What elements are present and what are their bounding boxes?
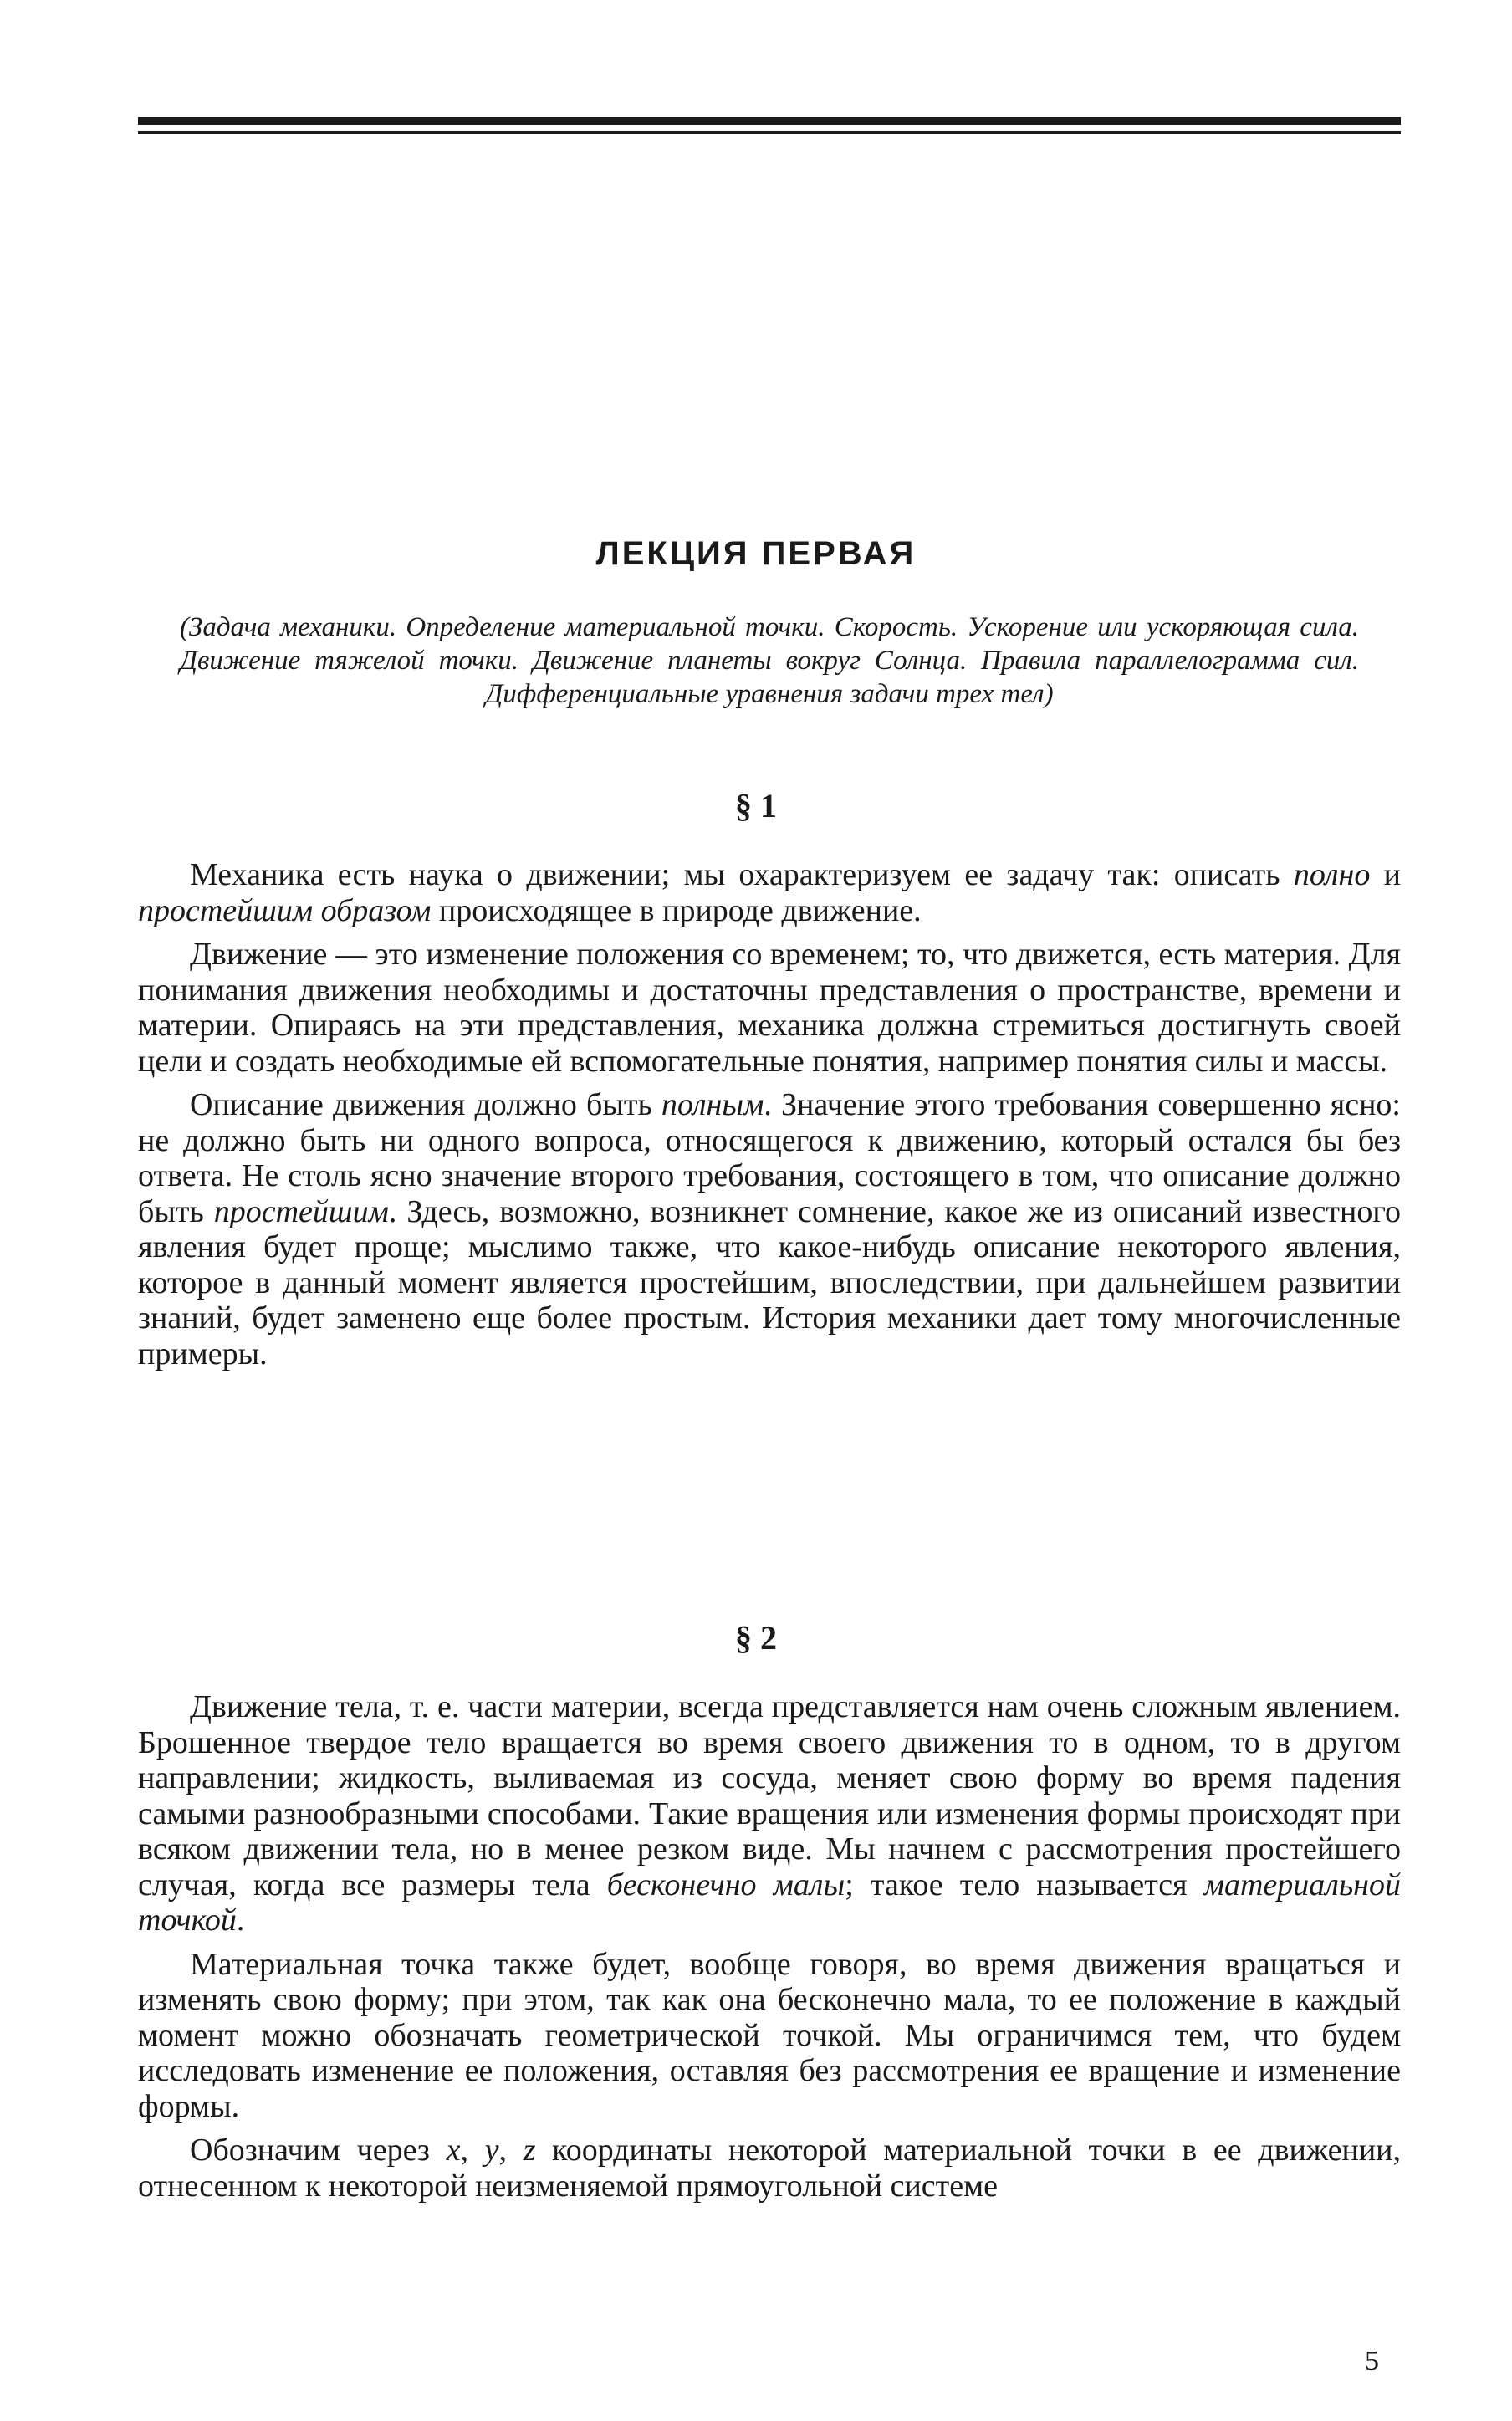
section-1-heading: § 1 bbox=[735, 787, 777, 825]
math-variable: y bbox=[484, 2132, 499, 2168]
math-variable: z bbox=[523, 2132, 536, 2168]
page-number: 5 bbox=[1365, 2346, 1379, 2377]
section-2-body bbox=[138, 1689, 1401, 2212]
section-2-paragraph-3: Обозначим через x, y, z координаты некоторой материальной точки в ее движении, отнесенном к некоторой неизменяемой прямоугольной системе bbox=[138, 2132, 1402, 2204]
header-rule-thin bbox=[138, 131, 1401, 134]
section-1-paragraph-3: Описание движения должно быть полным. Значение этого требования совершенно ясно: не должно быть ни одного вопроса, относящегося к движению, который остался бы без ответа. Не столь ясно значение второго требования, состоящего в том, что описание должно быть простейшим. Здесь, возможно, возникнет сомнение, какое же из описаний известного явления будет проще; мыслимо также, что какое-нибудь описание некоторого явления, которое в данный момент является простейшим, впоследствии, при дальнейшем развитии знаний, будет заменено еще более простым. История механики дает тому многочисленные примеры. bbox=[138, 1087, 1401, 1371]
section-1-paragraph-2: Движение — это изменение положения со временем; то, что движется, есть материя. Для понимания движения необходимы и достаточны представления о пространстве, времени и материи. Опираясь на эти представления, механика должна стремиться достигнуть своей цели и создать необходимые ей вспомогательные понятия, например понятия силы и массы. bbox=[138, 937, 1401, 1079]
section-2-heading: § 2 bbox=[735, 1619, 777, 1657]
math-variable: x bbox=[446, 2132, 461, 2168]
emphasis-text: бесконечно малы bbox=[606, 1867, 845, 1903]
emphasis-text: материальной точкой bbox=[138, 1867, 1401, 1938]
header-rule-thick bbox=[138, 117, 1401, 125]
section-1-body bbox=[138, 857, 1401, 1380]
section-1-paragraph-1: Механика есть наука о движении; мы охарактеризуем ее задачу так: описать полно и простейшим образом происходящее в природе движение. bbox=[138, 857, 1401, 928]
section-2-paragraph-1: Движение тела, т. е. части материи, всегда представляется нам очень сложным явлением. Брошенное твердое тело вращается во время своего движения то в одном, то в другом направлении; жидкость, выливаемая из сосуда, меняет свою форму во время падения самыми разнообразными способами. Такие вращения или изменения формы происходят при всяком движении тела, но в менее резком виде. Мы начнем с рассмотрения простейшего случая, когда все размеры тела бесконечно малы; такое тело называется материальной точкой. bbox=[138, 1689, 1401, 1938]
emphasis-text: полно bbox=[1293, 857, 1371, 892]
lecture-summary: (Задача механики. Определение материальной точки. Скорость. Ускорение или ускоряющая сила. Движение тяжелой точки. Движение планеты вокруг Солнца. Правила параллелограмма сил. Дифференциальные уравнения задачи трех тел) bbox=[180, 612, 1359, 709]
section-2-paragraph-2: Материальная точка также будет, вообще говоря, во время движения вращаться и изменять свою форму; при этом, так как она бесконечно мала, то ее положение в каждый момент можно обозначать геометрической точкой. Мы ограничимся тем, что будем исследовать изменение ее положения, оставляя без рассмотрения ее вращение и изменение формы. bbox=[138, 1946, 1401, 2124]
emphasis-text: простейшим bbox=[213, 1193, 389, 1229]
lecture-title: ЛЕКЦИЯ ПЕРВАЯ bbox=[595, 535, 917, 572]
emphasis-text: простейшим образом bbox=[138, 892, 432, 928]
emphasis-text: полным bbox=[661, 1087, 764, 1122]
